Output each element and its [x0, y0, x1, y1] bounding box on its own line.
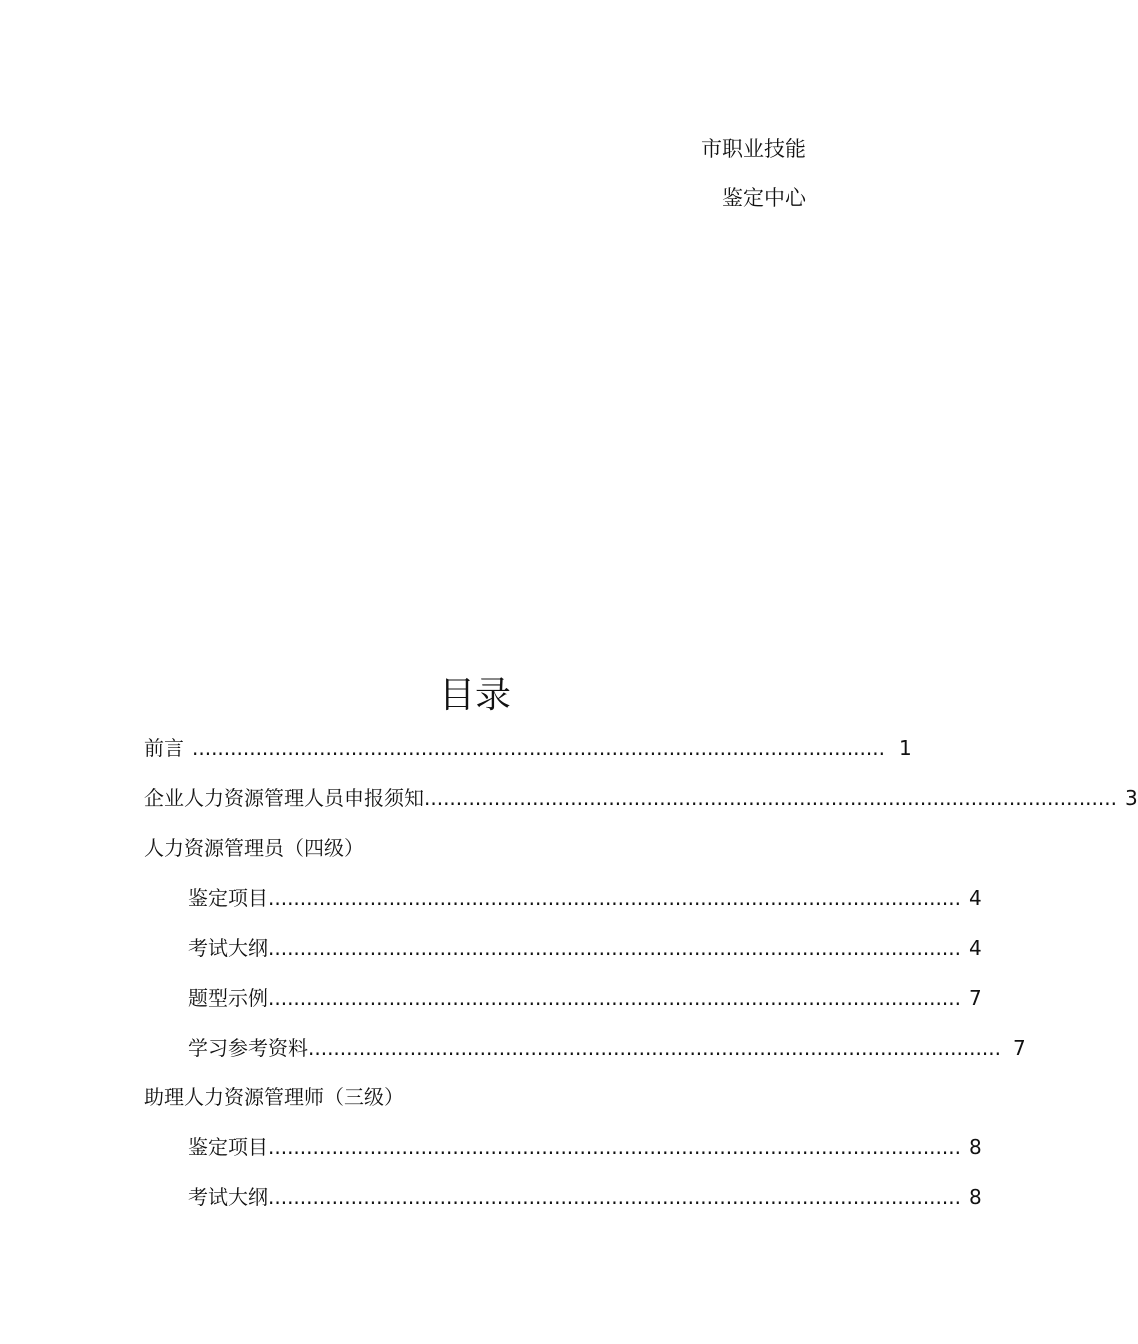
toc-page-number: 4: [968, 886, 982, 910]
toc-page-number: 1: [898, 736, 912, 760]
toc-entry-application-notice[interactable]: [144, 786, 1138, 810]
toc-leader-dots: .............................................................................................................: [268, 1185, 961, 1209]
toc-entry-label: 鉴定项目: [188, 886, 268, 910]
toc-page-number: 3: [1124, 786, 1138, 810]
toc-title: 目录: [438, 675, 511, 716]
toc-leader-dots: .............................................................................................................: [192, 736, 885, 760]
toc-entry-label: 鉴定项目: [188, 1135, 268, 1159]
toc-page-number: 7: [968, 986, 982, 1010]
toc-entry-label: 人力资源管理员（四级）: [144, 836, 364, 860]
toc-entry-label: 考试大纲: [188, 1185, 268, 1209]
toc-entry-label: 题型示例: [188, 986, 268, 1010]
toc-page-number: 7: [1012, 1036, 1026, 1060]
toc-entry-label: 前言: [144, 736, 184, 760]
toc-subentry-exam-syllabus[interactable]: [188, 936, 982, 960]
toc-subentry-appraisal-items[interactable]: [188, 1135, 982, 1159]
toc-entry-label: 助理人力资源管理师（三级）: [144, 1085, 404, 1109]
organization-name-line2: 鉴定中心: [722, 186, 806, 210]
toc-subentry-reference-materials[interactable]: [188, 1036, 1026, 1060]
toc-leader-dots: .............................................................................................................: [268, 986, 961, 1010]
toc-page-number: 4: [968, 936, 982, 960]
toc-entry-label: 学习参考资料: [188, 1036, 308, 1060]
toc-leader-dots: .............................................................................................................: [268, 936, 961, 960]
toc-leader-dots: .............................................................................................................: [268, 1135, 961, 1159]
toc-leader-dots: .............................................................................................................: [308, 1036, 1001, 1060]
toc-leader-dots: .............................................................................................................: [268, 886, 961, 910]
toc-entry-label: 考试大纲: [188, 936, 268, 960]
toc-section-level3[interactable]: [144, 1085, 404, 1109]
toc-page-number: 8: [968, 1135, 982, 1159]
toc-subentry-question-examples[interactable]: [188, 986, 982, 1010]
toc-entry-preface[interactable]: [144, 736, 912, 760]
toc-page-number: 8: [968, 1185, 982, 1209]
toc-section-level4[interactable]: [144, 836, 364, 860]
toc-leader-dots: .............................................................................................................: [424, 786, 1117, 810]
organization-name-line1: 市职业技能: [701, 137, 806, 161]
toc-entry-label: 企业人力资源管理人员申报须知: [144, 786, 424, 810]
toc-subentry-exam-syllabus[interactable]: [188, 1185, 982, 1209]
toc-subentry-appraisal-items[interactable]: [188, 886, 982, 910]
